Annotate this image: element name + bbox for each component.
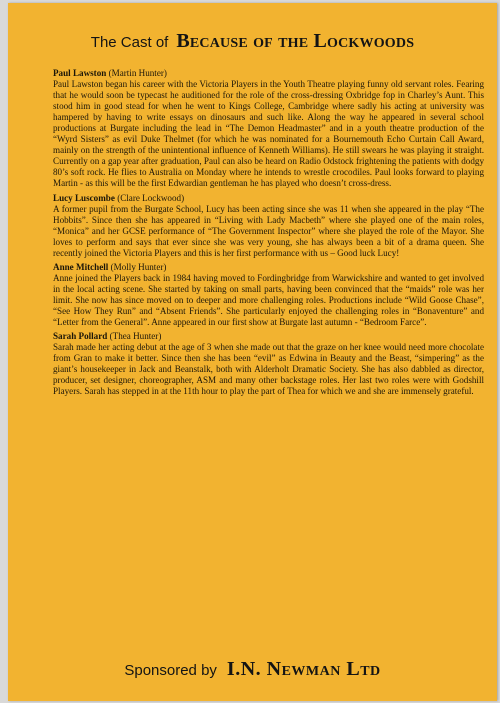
- cast-list: [53, 68, 484, 400]
- sponsor-name: I.N. Newman Ltd: [226, 658, 381, 680]
- cast-name-line: [53, 68, 484, 79]
- cast-name-line: [53, 331, 484, 342]
- character-name: (Clare Lockwood): [117, 192, 185, 203]
- actor-name: Anne Mitchell: [53, 261, 109, 272]
- actor-bio: Paul Lawston began his career with the Victoria Players in the Youth Theatre playing funny old servant roles. Fearing that he would soon be typecast he auditioned for the role of the cross-dressing Oxbridge fop in Charley’s Aunt. This stood him in good stead for when he went to Kings College, Cambridge where sadly his acting at university was hampered by having to write essays on dinosaurs and such like. Along the way he appeared in several school productions at Burgate including the lead in “The Demon Headmaster” and in a youth theatre production of the “Wyrd Sisters” as evil Duke Thelmet (for which he was nominated for a Bournemouth Echo Curtain Call Award, mainly on the strength of the unintentional influence of Kenneth Williams). He still swears he was playing it straight. Currently on a gap year after graduation, Paul can also be heard on Radio Odstock frightening the patients with dodgy 80’s soft rock. He flies to Australia on Monday where he intends to wrestle crocodiles. Paul looks forward to playing Martin - as this will be the first Edwardian gentleman he has played who doesn’t cross-dress.: [53, 79, 484, 189]
- cast-entry: [53, 193, 484, 259]
- cast-entry: [53, 262, 484, 328]
- actor-name: Sarah Pollard: [53, 331, 108, 342]
- cast-heading: [8, 30, 497, 53]
- programme-page: [8, 3, 497, 701]
- actor-name: Paul Lawston: [53, 68, 107, 78]
- cast-name-line: [53, 262, 484, 273]
- cast-name-line: [53, 193, 484, 204]
- play-title: Because of the Lockwoods: [176, 30, 415, 52]
- actor-name: Lucy Luscombe: [53, 192, 115, 203]
- cast-entry: [53, 68, 484, 190]
- actor-bio: Sarah made her acting debut at the age of 3 when she made out that the graze on her knee would need more chocolate from Gran to make it better. Since then she has been “evil” as Edwina in Beauty and the Beast, “simpering” as the giant’s housekeeper in Jack and Beanstalk, both with Alderholt Dramatic Society. She has also dabbled as director, producer, set designer, choreographer, ASM and many other backstage roles. Her last two roles were with Godshill Players. Sarah has stepped in at the 11th hour to play the part of Thea for which we and she are immensely grateful.: [53, 342, 484, 397]
- actor-bio: Anne joined the Players back in 1984 having moved to Fordingbridge from Warwickshire and wanted to get involved in the local acting scene. She started by taking on small parts, having been convinced that the “maids” role was her limit. She now has since moved on to deeper and more challenging roles. Productions include “Wild Goose Chase”, “See How They Run” and “Absent Friends”. She particularly enjoyed the challenging roles in “Bonaventure” and “Letter from the General”. Anne appeared in our first show at Burgate last autumn - “Bedroom Farce”.: [53, 272, 484, 328]
- character-name: (Molly Hunter): [110, 261, 167, 272]
- cast-entry: [53, 331, 484, 397]
- character-name: (Martin Hunter): [108, 68, 167, 78]
- heading-prefix: The Cast of: [90, 34, 169, 51]
- actor-bio: A former pupil from the Burgate School, Lucy has been acting since she was 11 when she appeared in the play “The Hobbits”. Since then she has appeared in “Living with Lady Macbeth” where she played one of the main roles, “Monica” and her GCSE performance of “The Government Inspector” where she played the role of the Mayor. She loves to perform and says that ever since she was very young, she has always been a bit of a drama queen. She recently joined the Victoria Players and this is her first performance with us – Good luck Lucy!: [53, 203, 484, 258]
- sponsor-line: [8, 658, 497, 681]
- character-name: (Thea Hunter): [109, 331, 162, 342]
- sponsor-prefix: Sponsored by: [124, 662, 217, 679]
